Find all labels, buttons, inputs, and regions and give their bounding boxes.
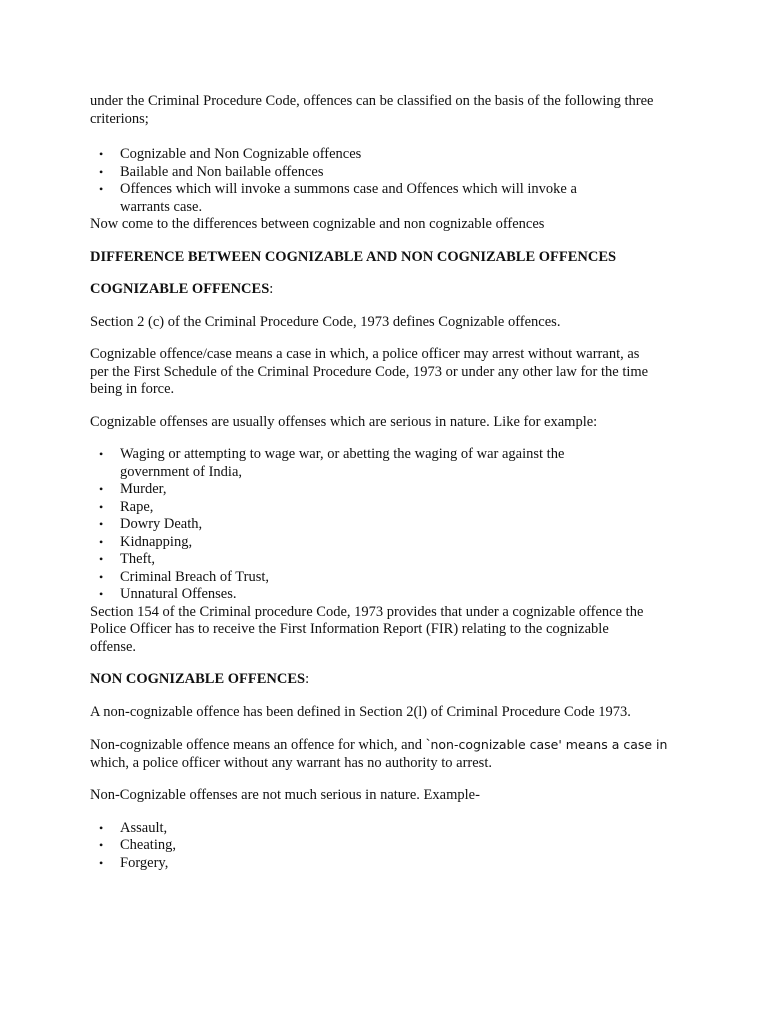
- intro-line-1: under the Criminal Procedure Code, offences can be classified on the basis of the following three: [90, 93, 654, 109]
- cognizable-heading: COGNIZABLE OFFENCES: [90, 281, 270, 297]
- list-item-line: Waging or attempting to wage war, or abetting the waging of war against the: [120, 446, 565, 462]
- list-item-line: warrants case.: [120, 198, 203, 215]
- list-item: • Kidnapping,: [120, 534, 690, 552]
- list-item-line: Offences which will invoke a summons case and Offences which will invoke a: [120, 181, 577, 197]
- transition-paragraph: Now come to the differences between cognizable and non cognizable offences: [90, 216, 545, 232]
- list-item: • Rape,: [120, 499, 690, 517]
- list-item: [120, 446, 690, 481]
- non-cognizable-heading: NON COGNIZABLE OFFENCES: [90, 671, 306, 687]
- list-item: • Unnatural Offenses.: [120, 586, 690, 604]
- classification-list: [90, 146, 690, 216]
- section-154-paragraph: [90, 604, 690, 657]
- meaning-line-part: Non-cognizable offence means an offence for which, and `: [90, 737, 431, 753]
- meaning-line: Cognizable offence/case means a case in which, a police officer may arrest without warrant, as: [90, 346, 640, 362]
- list-item: • Dowry Death,: [120, 516, 690, 534]
- list-item: • Theft,: [120, 551, 690, 569]
- meaning-line: which, a police officer without any warrant has no authority to arrest.: [90, 754, 492, 771]
- list-item: • Assault,: [120, 820, 690, 838]
- list-item: • Criminal Breach of Trust,: [120, 569, 690, 587]
- non-cognizable-meaning: [90, 736, 690, 772]
- meaning-line-part-mono: non-cognizable case' means a case in: [430, 737, 668, 752]
- heading-colon: :: [269, 281, 274, 297]
- list-item: • Cheating,: [120, 837, 690, 855]
- cognizable-definition: Section 2 (c) of the Criminal Procedure Code, 1973 defines Cognizable offences.: [90, 313, 561, 330]
- list-item: [120, 181, 690, 216]
- intro-line-2: criterions;: [90, 110, 149, 127]
- intro-paragraph: [90, 93, 690, 128]
- list-item: • Cognizable and Non Cognizable offences: [120, 146, 690, 164]
- list-item: • Forgery,: [120, 855, 690, 873]
- list-item: • Bailable and Non bailable offences: [120, 164, 690, 182]
- non-cognizable-definition: A non-cognizable offence has been defined in Section 2(l) of Criminal Procedure Code 1973.: [90, 703, 631, 720]
- list-item-line: government of India,: [120, 463, 243, 480]
- meaning-line: per the First Schedule of the Criminal Procedure Code, 1973 or under any other law for the time: [90, 363, 649, 380]
- main-heading: DIFFERENCE BETWEEN COGNIZABLE AND NON COGNIZABLE OFFENCES: [90, 248, 617, 265]
- section154-line: offense.: [90, 638, 137, 655]
- heading-colon: :: [305, 671, 310, 687]
- document-page: [90, 93, 690, 872]
- cognizable-meaning: [90, 346, 690, 399]
- cognizable-examples-intro: Cognizable offenses are usually offenses which are serious in nature. Like for example:: [90, 413, 598, 430]
- cognizable-heading-line: [90, 281, 690, 299]
- non-cognizable-heading-line: [90, 671, 690, 689]
- list-item: • Murder,: [120, 481, 690, 499]
- cognizable-examples-list: [90, 446, 690, 604]
- section154-line: Section 154 of the Criminal procedure Code, 1973 provides that under a cognizable offence the: [90, 603, 644, 620]
- section154-line: Police Officer has to receive the First Information Report (FIR) relating to the cognizable: [90, 621, 609, 637]
- non-cognizable-examples-list: [90, 820, 690, 873]
- non-cognizable-examples-intro: Non-Cognizable offenses are not much serious in nature. Example-: [90, 787, 480, 803]
- meaning-line: being in force.: [90, 381, 175, 397]
